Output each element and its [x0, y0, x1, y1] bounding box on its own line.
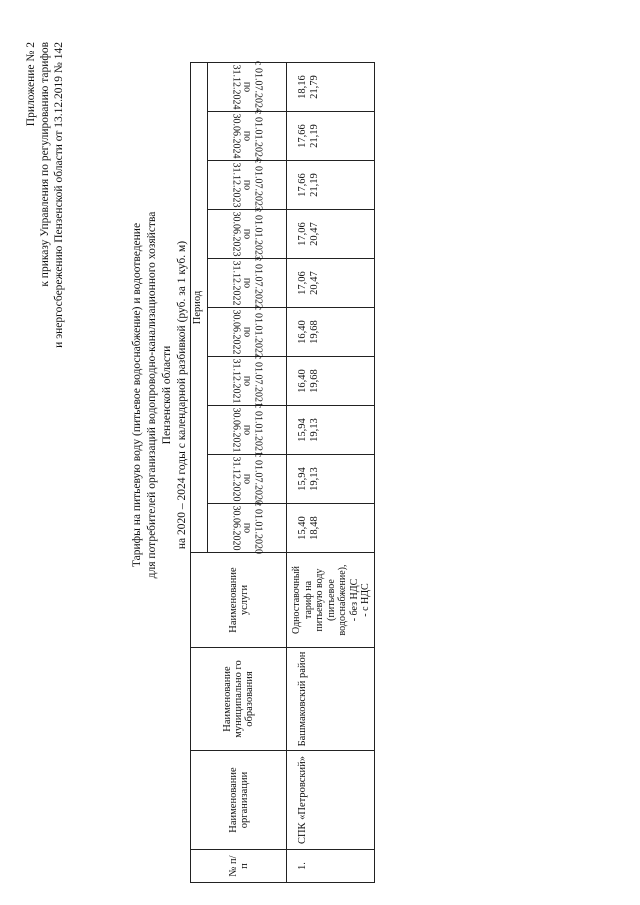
value-with-vat: 19,68 [309, 369, 320, 393]
header-service: Наименование услуги [191, 553, 287, 648]
tariff-value-6 [287, 259, 375, 308]
service-line: тариф на [302, 580, 314, 620]
period-to: 30.06.2023 [230, 211, 242, 257]
tariff-value-9 [287, 112, 375, 161]
tariff-value-3 [287, 406, 375, 455]
period-to: 30.06.2022 [230, 309, 242, 355]
period-header-10 [208, 63, 287, 112]
tariff-value-5 [287, 308, 375, 357]
value-with-vat: 20,47 [309, 271, 320, 295]
value-with-vat: 19,13 [309, 467, 320, 491]
appendix-line-1: Приложение № 2 [25, 42, 37, 127]
period-from: с 01.07.2022 [252, 257, 264, 309]
value-without-vat: 15,40 [297, 516, 308, 540]
header-municipality: Наименование муниципально го образования [191, 648, 287, 751]
period-mid: по [241, 81, 253, 93]
header-period: Период [191, 63, 208, 553]
period-mid: по [241, 473, 253, 485]
value-without-vat: 17,06 [297, 222, 308, 246]
value-without-vat: 16,40 [297, 320, 308, 344]
period-from: с 01.01.2020 [252, 502, 264, 554]
value-with-vat: 19,68 [309, 320, 320, 344]
period-from: с 01.07.2021 [252, 355, 264, 407]
value-without-vat: 15,94 [297, 418, 308, 442]
service-line: водоснабжение), [337, 564, 348, 636]
period-to: 30.06.2024 [230, 113, 242, 159]
period-from: с 01.01.2021 [252, 404, 264, 456]
period-mid: по [241, 228, 253, 240]
tariff-value-4 [287, 357, 375, 406]
value-without-vat: 18,16 [297, 75, 308, 99]
header-organization: Наименование организации [191, 751, 287, 850]
service-line: (питьевое [325, 579, 337, 621]
period-to: 31.12.2021 [230, 358, 242, 404]
period-mid: по [241, 424, 253, 436]
document-title [130, 185, 190, 605]
tariff-value-7 [287, 210, 375, 259]
row-municipality: Башмаковский район [287, 648, 375, 751]
value-with-vat: 19,13 [309, 418, 320, 442]
title-line-3: на 2020 – 2024 годы с календарной разбивкой (руб. за 1 куб. м) [176, 240, 188, 550]
header-num: № п/п [191, 850, 287, 883]
tariff-table [190, 62, 375, 883]
value-without-vat: 17,06 [297, 271, 308, 295]
title-line-1: Тарифы на питьевую воду (питьевое водоснабжение) и водоотведение [131, 222, 143, 568]
period-from: с 01.01.2023 [252, 208, 264, 260]
row-organization: СПК «Петровский» [287, 751, 375, 850]
tariff-value-10 [287, 63, 375, 112]
period-from: с 01.07.2020 [252, 453, 264, 505]
value-without-vat: 16,40 [297, 369, 308, 393]
value-with-vat: 18,48 [309, 516, 320, 540]
value-without-vat: 17,66 [297, 124, 308, 148]
period-to: 30.06.2021 [230, 407, 242, 453]
period-to: 31.12.2020 [230, 456, 242, 502]
period-mid: по [241, 522, 253, 534]
value-without-vat: 17,66 [297, 173, 308, 197]
period-to: 30.06.2020 [230, 505, 242, 551]
period-mid: по [241, 375, 253, 387]
appendix-header [24, 42, 66, 348]
period-from: с 01.01.2022 [252, 306, 264, 358]
tariff-value-2 [287, 455, 375, 504]
appendix-line-2: к приказу Управления по регулированию тарифов [39, 42, 51, 287]
period-mid: по [241, 277, 253, 289]
service-line: - без НДС [348, 578, 360, 622]
period-from: с 01.01.2024 [252, 110, 264, 162]
period-mid: по [241, 179, 253, 191]
service-line: питьевую воду [314, 568, 325, 632]
period-to: 31.12.2023 [230, 162, 242, 208]
appendix-line-3: и энергосбережению Пензенской области от 13.12.2019 № 142 [53, 42, 65, 348]
value-without-vat: 15,94 [297, 467, 308, 491]
period-mid: по [241, 130, 253, 142]
table-row [287, 63, 375, 883]
period-to: 31.12.2022 [230, 260, 242, 306]
value-with-vat: 21,19 [309, 173, 320, 197]
value-with-vat: 21,79 [309, 75, 320, 99]
tariff-value-8 [287, 161, 375, 210]
row-num: 1. [287, 850, 375, 883]
period-to: 31.12.2024 [230, 64, 242, 110]
tariff-value-1 [287, 504, 375, 553]
value-with-vat: 20,47 [309, 222, 320, 246]
table-header-row [191, 63, 208, 883]
period-mid: по [241, 326, 253, 338]
service-line: Одноставочный [291, 566, 302, 634]
value-with-vat: 21,19 [309, 124, 320, 148]
row-service [287, 553, 375, 648]
service-line: - с НДС [360, 583, 371, 617]
title-line-2: для потребителей организаций водопроводно-канализационного хозяйства Пензенской области [146, 211, 173, 579]
period-from: с 01.07.2024 [252, 61, 264, 113]
period-from: с 01.07.2023 [252, 159, 264, 211]
